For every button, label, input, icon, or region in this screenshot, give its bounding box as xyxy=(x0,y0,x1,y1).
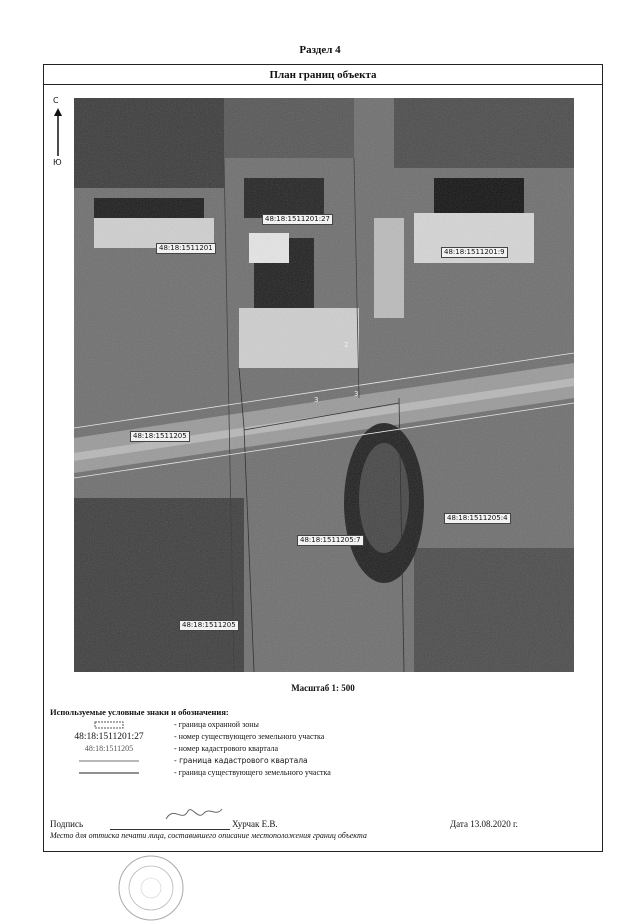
legend-heading: Используемые условные знаки и обозначения: xyxy=(50,707,229,717)
legend-text: - номер существующего земельного участка xyxy=(174,732,325,741)
parcel-label: 48:18:1511205 xyxy=(130,431,190,442)
map-imagery xyxy=(74,98,574,672)
parcel-label: 48:18:1511201:27 xyxy=(262,214,333,225)
north-arrow-icon xyxy=(51,108,65,158)
section-title: Раздел 4 xyxy=(299,44,341,56)
satellite-map xyxy=(74,98,574,672)
parcel-label: 48:18:1511201:9 xyxy=(441,247,508,258)
signature-label: Подпись xyxy=(50,819,84,829)
signature-line xyxy=(110,829,230,830)
legend-symbol-quarter-number: 48:18:1511205 xyxy=(84,744,134,753)
legend-row xyxy=(50,744,380,755)
compass xyxy=(49,96,71,176)
boundary-point: 2 xyxy=(344,341,349,349)
legend-symbol-parcel-number: 48:18:1511201:27 xyxy=(74,732,144,742)
legend-text: - граница охранной зоны xyxy=(174,720,259,729)
scale-label: Масштаб 1: 500 xyxy=(291,683,355,693)
compass-north: С xyxy=(53,96,59,105)
legend-text: - номер кадастрового квартала xyxy=(174,744,279,753)
plan-title: План границ объекта xyxy=(44,65,602,85)
parcel-label: 48:18:1511201 xyxy=(156,243,216,254)
signature-date: Дата 13.08.2020 г. xyxy=(450,819,518,829)
seal-stamp xyxy=(116,853,186,923)
parcel-label: 48:18:1511205:7 xyxy=(297,535,364,546)
legend-row xyxy=(50,720,380,731)
stamp-place-note: Место для оттиска печати лица, составившего описание местоположения границ объекта xyxy=(50,831,367,840)
parcel-label: 48:18:1511205 xyxy=(179,620,239,631)
boundary-point: 3 xyxy=(354,390,359,398)
legend-row xyxy=(50,732,380,743)
legend-row xyxy=(50,756,380,767)
legend-symbol-parcel-boundary xyxy=(50,768,168,777)
document-frame xyxy=(43,64,603,852)
compass-south: Ю xyxy=(53,158,62,167)
parcel-label: 48:18:1511205:4 xyxy=(444,513,511,524)
handwritten-signature xyxy=(164,803,224,825)
boundary-point: 3 xyxy=(314,396,319,404)
legend-text: - граница существующего земельного участка xyxy=(174,768,331,777)
legend-symbol-protected-zone xyxy=(50,720,168,729)
signer-name: Хурчак Е.В. xyxy=(232,819,278,829)
legend-text: - граница кадастрового квартала xyxy=(174,756,308,765)
legend-symbol-quarter-boundary xyxy=(50,756,168,765)
legend-row xyxy=(50,768,380,779)
